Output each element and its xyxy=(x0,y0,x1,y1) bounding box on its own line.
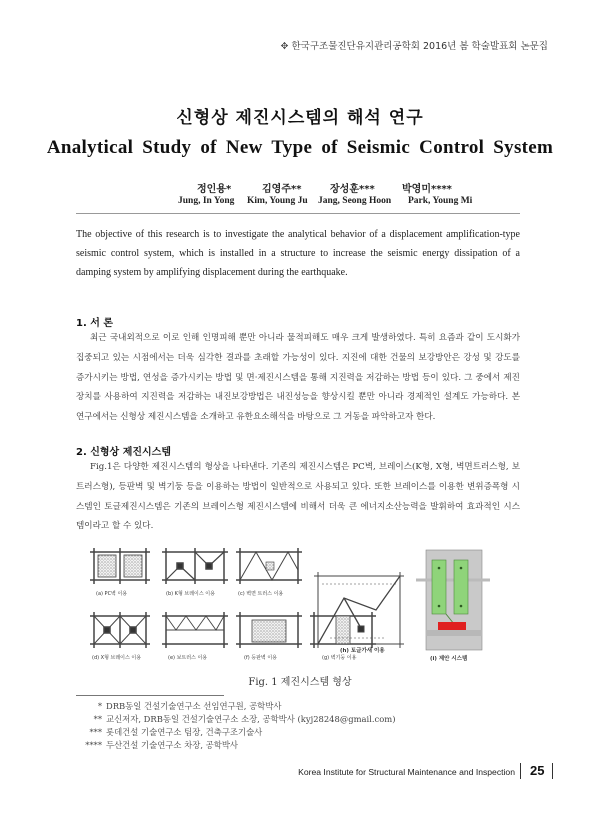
author-1-korean: 정인용* xyxy=(197,184,232,195)
footnote-4-text: 두산건설 기술연구소 차장, 공학박사 xyxy=(106,740,239,750)
footnote-1-text: DRB동일 건설기술연구소 선임연구원, 공학박사 xyxy=(106,701,282,711)
figure-caption-f: (f) 등판벽 이용 xyxy=(244,655,277,661)
header-ornament-icon: ✥ xyxy=(280,41,289,52)
footnote-3-mark: *** xyxy=(89,727,102,737)
footnote-1 xyxy=(76,700,281,712)
paper-title-korean: 신형상 제진시스템의 해석 연구 xyxy=(176,108,424,128)
footer-divider-right xyxy=(552,763,553,779)
author-4-english: Park, Young Mi xyxy=(408,196,473,206)
footnote-4 xyxy=(76,739,238,751)
abstract: The objective of this research is to investigate the analytical behavior of a displacement amplification-type seismic control system, which is installed in a structure to increase the seismic energy dissipation of a damping system by amplifying displacement during the earthquake. xyxy=(76,229,520,278)
figure-caption-a: (a) PC벽 이용 xyxy=(96,591,128,597)
system-b-k-brace-drawing xyxy=(162,548,228,584)
author-2-korean: 김영주** xyxy=(262,184,302,195)
author-3-english: Jang, Seong Hoon xyxy=(318,196,392,206)
footer-divider-left xyxy=(520,763,521,779)
page-number: 25 xyxy=(530,763,545,778)
figure-caption-g: (g) 벽기둥 이용 xyxy=(322,655,357,661)
title-divider xyxy=(76,213,520,214)
author-3-korean: 장성훈*** xyxy=(330,184,375,195)
author-2-english: Kim, Young Ju xyxy=(247,196,308,206)
system-e-beam-truss-drawing xyxy=(162,612,228,648)
footer-institute: Korea Institute for Structural Maintenance and Inspection xyxy=(298,767,515,777)
footnote-2-mark: ** xyxy=(93,714,102,724)
system-a-pc-wall-drawing xyxy=(90,548,150,584)
figure-caption-b: (b) K형 브레이스 이용 xyxy=(166,591,215,597)
footnote-3-text: 롯데건설 기술연구소 팀장, 건축구조기술사 xyxy=(106,727,263,737)
system-g-wall-column-drawing xyxy=(310,612,376,648)
figure-caption-e: (e) 보트러스 이용 xyxy=(168,655,208,661)
system-d-x-brace-drawing xyxy=(90,612,150,648)
figure-caption-h: (h) 토글가새 이용 xyxy=(340,648,385,654)
figure-caption-i: (i) 제안 시스템 xyxy=(430,656,468,662)
figure-caption-d: (d) X형 브레이스 이용 xyxy=(92,655,142,661)
footnote-2 xyxy=(76,713,395,725)
section-1-heading: 1. 서 론 xyxy=(76,318,114,329)
paper-title-english: Analytical Study of New Type of Seismic Control System xyxy=(46,137,554,158)
system-f-panel-wall-drawing xyxy=(236,612,302,648)
running-header xyxy=(281,38,548,52)
footnote-2-text: 교신저자, DRB동일 건설기술연구소 소장, 공학박사 (kyj28248@gmail.com) xyxy=(106,714,396,724)
figure-caption-c: (c) 벽면 트러스 이용 xyxy=(238,591,284,597)
system-c-wall-truss-drawing xyxy=(236,548,302,584)
section-1-body: 최근 국내외적으로 이로 인해 인명피해 뿐만 아니라 물적피해도 매우 크게 발생하였다. 특히 요즘과 같이 도시화가 집중되고 있는 시점에서는 더욱 심각한 결과를 초래할 가능성이 있다. 지진에 대한 건물의 보강방안은 강성 및 강도를 증가시키는 방법, 연성을 증가시키는 방법 및 면·제진시스템을 통해 지진력을 저감하는 방법 등이 있다. 그 중에서 제진장치를 사용하여 지진력을 저감하는 내진보강방법은 내진성능을 향상시킬 뿐만 아니라 경제적인 설계도 가능하다. 본 연구에서는 신형상 제진시스템을 소개하고 유한요소해석을 바탕으로 그 거동을 파악하고자 한다. xyxy=(76,333,520,423)
system-h-toggle-brace-drawing xyxy=(314,572,404,648)
section-2-heading: 2. 신형상 제진시스템 xyxy=(76,447,171,458)
system-i-proposed-drawing xyxy=(416,550,490,650)
figure-1 xyxy=(86,540,516,666)
footnote-1-mark: * xyxy=(97,701,102,711)
footnote-divider xyxy=(76,695,224,696)
header-text: 한국구조물진단유지관리공학회 2016년 봄 학술발표회 논문집 xyxy=(291,41,548,52)
section-2-body: Fig.1은 다양한 제진시스템의 형상을 나타낸다. 기존의 제진시스템은 PC벽, 브레이스(K형, X형, 벽면트러스형, 보트러스형), 등판벽 및 벽기둥 등을 이용하는 방법이 일반적으로 사용되고 있다. 또한 브레이스를 이용한 변위증폭형 시스템인 토글제진시스템은 기존의 브레이스형 제진시스템에 비해서 더욱 큰 에너지소산능력을 발휘하여 효과적인 시스템이라고 할 수 있다. xyxy=(76,462,520,532)
author-1-english: Jung, In Yong xyxy=(178,196,235,206)
footnote-3 xyxy=(76,726,262,738)
footnote-4-mark: **** xyxy=(85,740,102,750)
figure-1-drawings xyxy=(86,540,516,666)
author-4-korean: 박영미**** xyxy=(402,184,452,195)
figure-1-caption: Fig. 1 제진시스템 형상 xyxy=(248,677,352,688)
